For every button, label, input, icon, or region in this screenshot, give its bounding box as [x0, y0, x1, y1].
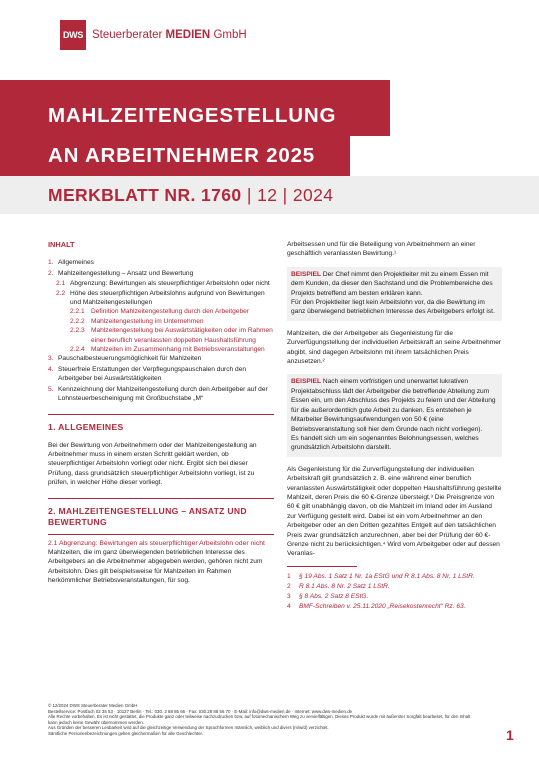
footnotes	[287, 572, 502, 612]
table-of-contents	[48, 258, 274, 403]
toc-item[interactable]	[48, 365, 274, 384]
footer-gender-note: Aus Gründen der besseren Lesbarkeit wird auf die gleichzeitige Verwendung der Sprachformen männlich, weiblich und divers (m/w/d) verzichtet.	[48, 725, 329, 731]
toc-item-label: Mahlzeitengestellung im Unternehmen	[91, 317, 204, 325]
toc-heading: INHALT	[48, 240, 75, 249]
toc-item-label: Höhe des steuerpflichtigen Arbeitslohns aufgrund von Bewirtungen und Mahlzeitengestellungen	[70, 289, 265, 307]
toc-item-number: 2.	[48, 269, 54, 277]
toc-item[interactable]	[48, 307, 274, 316]
example-1-conclusion: Für den Projektleiter liegt kein Arbeitslohn vor, da die Bewirtung im ganz überwiegend betrieblichen Interesse des Arbeitgebers erfolgt ist.	[291, 299, 495, 316]
section-1-paragraph: Bei der Bewirtung von Arbeitnehmern oder der Mahlzeitengestellung an Arbeitnehmer muss in einem ersten Schritt geklärt werden, ob steuerpflichtiger Arbeitslohn vorliegt oder nicht. Ergibt sich bei dieser Prüfung, dass grundsätzlich steuerpflichtiger Arbeitslohn vorliegt, ist zu prüfen, in welcher Höhe dieser vorliegt.	[48, 441, 257, 487]
toc-item-label: Kennzeichnung der Mahlzeitengestellung durch den Arbeitgeber auf der Lohnsteuerbescheinigung mit Großbuchstabe „M“	[58, 385, 268, 403]
example-box-1	[287, 267, 502, 321]
title-banner-1	[0, 80, 390, 136]
example-box-2	[287, 374, 502, 456]
toc-item-number: 5.	[48, 385, 54, 393]
toc-item-label: Mahlzeiten im Zusammenhang mit Betriebsveranstaltungen	[91, 346, 265, 354]
footnote-text: BMF-Schreiben v. 25.11.2020 „Reisekostenrecht“ Rz. 63.	[299, 602, 466, 610]
title-banner-2	[0, 136, 350, 176]
toc-item-label: Mahlzeitengestellung – Ansatz und Bewertung	[58, 269, 194, 277]
example-label: BEISPIEL	[291, 378, 322, 386]
toc-item-label: Allgemeines	[58, 259, 94, 267]
footnote	[287, 602, 502, 612]
toc-item[interactable]	[48, 326, 274, 345]
logo-mark: DWS	[60, 20, 86, 50]
right-paragraph-1: Arbeitsessen und für die Beteiligung von Arbeitnehmern an einer geschäftlich veranlassten Bewirtung.¹	[287, 241, 476, 258]
toc-item-number: 3.	[48, 355, 54, 363]
brand-name: Steuerberater MEDIEN GmbH	[92, 29, 247, 41]
example-2-conclusion: Es handelt sich um ein sogenanntes Belohnungsessen, welches grundsätzlich Arbeitslohn darstellt.	[291, 434, 479, 452]
footer-rights: Alle Rechte vorbehalten. Es ist nicht gestattet, die Produkte ganz oder teilweise nachzudrucken bzw. auf fotomechanischem Weg zu vervielfältigen. Dieses Produkt wurde mit äußerster Sorgfalt bearbeitet, für den Inhalt kann jedoch keine Gewähr übernommen werden.	[48, 714, 471, 725]
subsection-divider	[48, 534, 274, 535]
section-divider	[48, 498, 274, 499]
footnote-number: 3	[287, 592, 291, 600]
title-line-2: AN ARBEITNEHMER 2025	[48, 144, 315, 167]
title-line-1: MAHLZEITENGESTELLUNG	[48, 104, 337, 127]
section-2-heading-line-1: 2. MAHLZEITENGESTELLUNG – ANSATZ UND	[48, 505, 247, 516]
footnote-divider	[287, 566, 357, 567]
toc-item[interactable]	[48, 317, 274, 326]
right-paragraph-3: Als Gegenleistung für die Zurverfügungstellung der individuellen Arbeitskraft gilt grundsätzlich z. B. eine während einer beruflich veranlassten Auswärtstätigkeit oder doppelten Haushaltsführung gestellte Mahlzeit, deren Preis die 60 €-Grenze übersteigt.³ Die Preisgrenze von 60 € gilt unabhängig davon, ob die Mahlzeit im Inland oder im Ausland zur Verfügung gestellt wird. Dabei ist ein vom Arbeitnehmer an den Arbeitgeber oder an den Dritten gezahltes Entgelt auf den tatsächlichen Preis zwar grundsätzlich anzurechnen, aber bei der Prüfung der 60 €-Grenze nicht zu berücksichtigen.⁴ Wird vom Arbeitgeber oder auf dessen Veranlas-	[287, 465, 502, 558]
footnote-text: § 19 Abs. 1 Satz 1 Nr. 1a EStG und R 8.1 Abs. 8 Nr. 1 LStR.	[299, 572, 475, 580]
section-divider	[48, 414, 274, 415]
toc-item-number: 1.	[48, 259, 54, 267]
example-2-text: Nach einem vorfristigen und unerwartet lukrativen Projektabschluss lädt der Arbeitgeber die betreffende Abteilung zum Essen ein, um den Abschluss des Projekts zu feiern und der Abteilung für die außerordentlich gute Arbeit zu danken. Es entstehen je Mitarbeiter Bewirtungsaufwendungen von 50 € (eine Betriebsveranstaltung soll hier dem Grunde nach nicht vorliegen).	[291, 378, 496, 433]
merkblatt-number: MERKBLATT NR. 1760 | 12 | 2024	[48, 185, 334, 205]
section-2-1-paragraph: Mahlzeiten, die im ganz überwiegenden betrieblichen Interesse des Arbeitgebers an die Arbeitnehmer abgegeben werden, gehören nicht zum Arbeitslohn. Dies gilt beispielsweise für Mahlzeiten im Rahmen herkömmlicher Betriebsveranstaltungen, für sog.	[48, 548, 263, 585]
toc-item-number: 2.2	[56, 289, 66, 297]
toc-item-number: 2.2.2	[70, 317, 85, 325]
footnote	[287, 582, 502, 592]
footer-gender-note-2: Sämtliche Personenbezeichnungen gelten gleichermaßen für alle Geschlechter.	[48, 730, 203, 736]
left-column	[48, 240, 274, 586]
footnote-text: R 8.1 Abs. 8 Nr. 2 Satz 1 LStR.	[299, 582, 390, 590]
toc-item[interactable]	[48, 354, 274, 363]
toc-item-label: Definition Mahlzeitengestellung durch den Arbeitgeber	[91, 308, 249, 316]
toc-item-label: Abgrenzung: Bewirtungen als steuerpflichtiger Arbeitslohn oder nicht	[70, 280, 270, 288]
toc-item[interactable]	[48, 345, 274, 354]
right-paragraph-2: Mahlzeiten, die der Arbeitgeber als Gegenleistung für die Zurverfügungstellung der individuellen Arbeitskraft an seine Arbeitnehmer abgibt, sind dagegen Arbeitslohn mit ihrem tatsächlichen Preis anzusetzen.²	[287, 329, 502, 366]
brand-logo	[60, 20, 247, 50]
footer-copyright: © 12/2024 DWS Steuerberater Medien GmbH	[48, 703, 138, 708]
example-label: BEISPIEL	[291, 270, 322, 278]
toc-item-label: Pauschalbesteuerungsmöglichkeit für Mahlzeiten	[58, 355, 202, 363]
section-2-1-heading: 2.1 Abgrenzung: Bewirtungen als steuerpflichtiger Arbeitslohn oder nicht	[48, 539, 265, 547]
toc-item[interactable]	[48, 289, 274, 308]
toc-item-label: Steuerfreie Erstattungen der Verpflegungspauschalen durch den Arbeitgeber bei Auswärtstätigkeiten	[58, 365, 247, 383]
toc-item-number: 2.2.1	[70, 308, 85, 316]
toc-item-number: 2.1	[56, 280, 66, 288]
right-column	[287, 240, 502, 612]
footnote	[287, 572, 502, 582]
toc-item-number: 4.	[48, 365, 54, 373]
toc-item[interactable]	[48, 279, 274, 288]
footnote	[287, 592, 502, 602]
section-1-heading: 1. ALLGEMEINES	[48, 421, 124, 432]
toc-item[interactable]	[48, 258, 274, 267]
footnote-text: § 8 Abs. 2 Satz 8 EStG.	[299, 592, 369, 600]
footnote-number: 1	[287, 572, 291, 580]
toc-item-label: Mahlzeitengestellung bei Auswärtstätigkeiten oder im Rahmen einer beruflich veranlassten doppelten Haushaltsführung	[91, 327, 273, 344]
toc-item[interactable]	[48, 385, 274, 404]
toc-item-number: 2.2.4	[70, 346, 85, 354]
section-2-heading-line-2: BEWERTUNG	[48, 516, 108, 527]
page-number: 1	[506, 727, 514, 743]
page-footer	[48, 703, 478, 737]
merkblatt-bar	[0, 176, 539, 214]
footer-contact: Bestellservice: Postfach 02 35 53 · 10127 Berlin · Tel.: 030. 2 88 85 66 · Fax: 030.28 88 56 70 · E-Mail: info@dws-medien.de · Internet: www.dws-medien.de	[48, 708, 353, 714]
toc-item-number: 2.2.3	[70, 327, 85, 335]
example-1-text: Der Chef nimmt den Projektleiter mit zu einem Essen mit dem Kunden, da dieser den Sachstand und die Problembereiche des Projekts betreffend am besten erklären kann.	[291, 270, 493, 297]
toc-item[interactable]	[48, 269, 274, 278]
footnote-number: 2	[287, 582, 291, 590]
footnote-number: 4	[287, 602, 291, 610]
